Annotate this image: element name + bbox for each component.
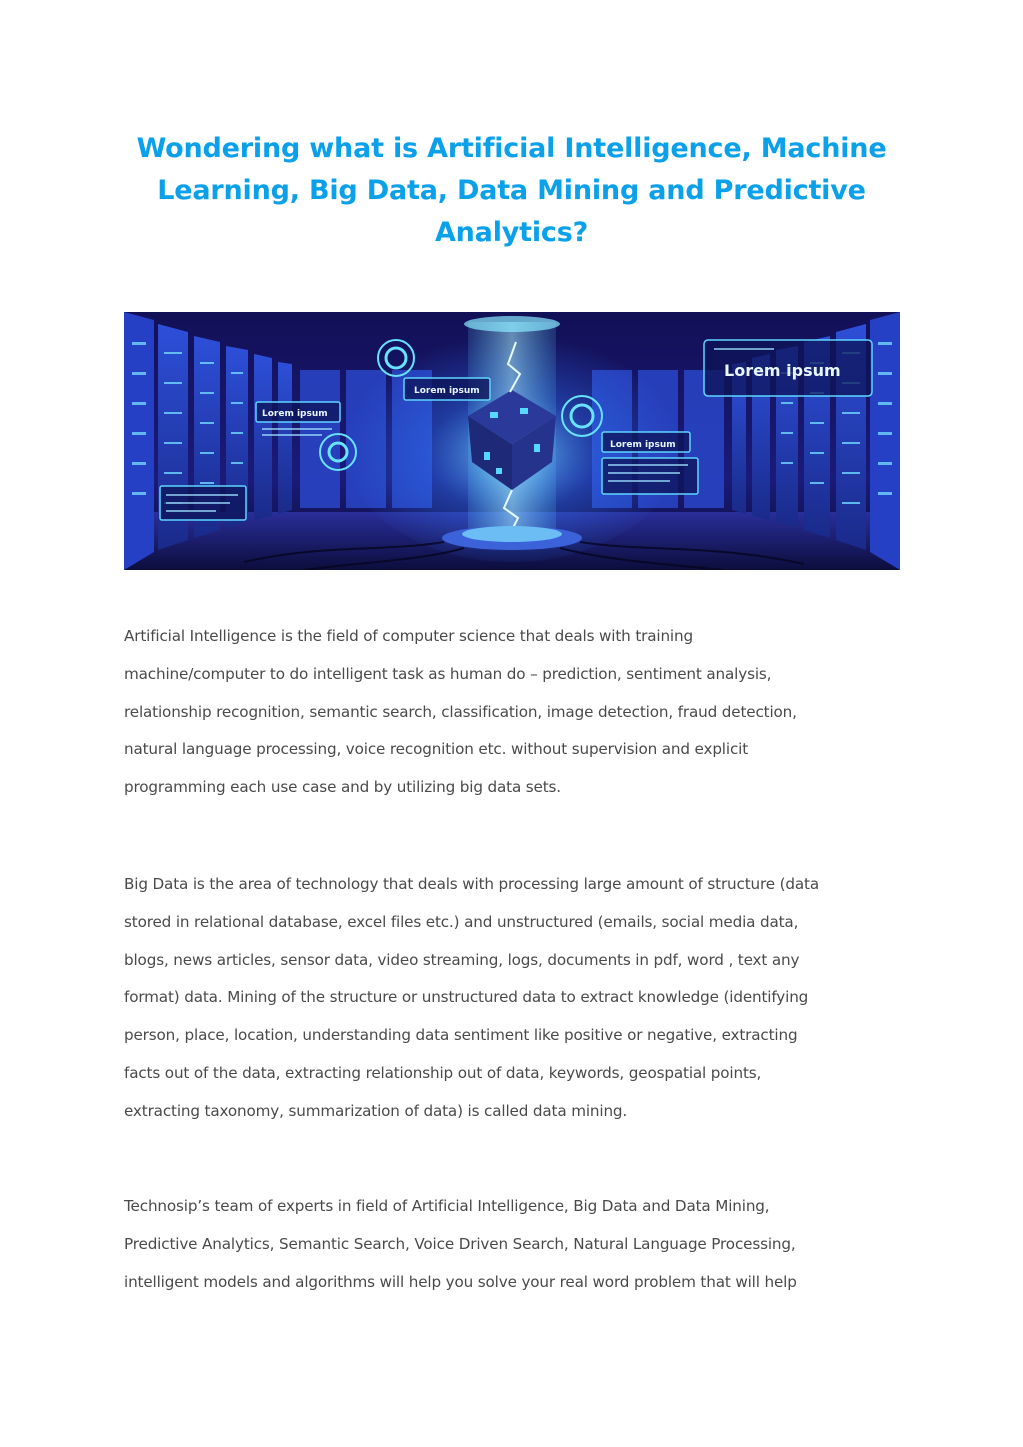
hero-image — [124, 312, 900, 570]
paragraph-artificial-intelligence — [124, 618, 914, 807]
paragraph-line: stored in relational database, excel files etc.) and unstructured (emails, social media data, — [124, 912, 799, 931]
paragraph-line: machine/computer to do intelligent task as human do – prediction, sentiment analysis, — [124, 664, 772, 683]
paragraph-line: relationship recognition, semantic search, classification, image detection, fraud detection, — [124, 702, 797, 721]
paragraph-line: Big Data is the area of technology that deals with processing large amount of structure (data — [124, 875, 820, 893]
paragraph-line: format) data. Mining of the structure or unstructured data to extract knowledge (identifying — [124, 988, 809, 1007]
hud-label-left: Lorem ipsum — [262, 409, 328, 419]
server-room-illustration — [124, 312, 900, 570]
paragraph-line: natural language processing, voice recognition etc. without supervision and explicit — [124, 740, 749, 759]
title-line: Wondering what is Artificial Intelligence, Machine — [136, 133, 887, 164]
hud-label-top-center: Lorem ipsum — [414, 386, 480, 396]
paragraph-big-data — [124, 866, 914, 1131]
page-title — [100, 128, 923, 254]
paragraph-line: blogs, news articles, sensor data, video streaming, logs, documents in pdf, word , text any — [124, 950, 800, 969]
paragraph-line: intelligent models and algorithms will help you solve your real word problem that will help — [124, 1272, 797, 1291]
hud-label-large: Lorem ipsum — [724, 361, 841, 380]
hud-label-right: Lorem ipsum — [610, 440, 676, 450]
title-line: Learning, Big Data, Data Mining and Predictive — [157, 175, 866, 206]
paragraph-line: Predictive Analytics, Semantic Search, Voice Driven Search, Natural Language Processing, — [124, 1234, 796, 1253]
paragraph-line: Technosip’s team of experts in field of Artificial Intelligence, Big Data and Data Mining, — [124, 1197, 770, 1215]
paragraph-line: person, place, location, understanding data sentiment like positive or negative, extracting — [124, 1026, 798, 1045]
paragraph-line: programming each use case and by utilizing big data sets. — [124, 778, 561, 797]
paragraph-technosip — [124, 1188, 914, 1301]
paragraph-line: facts out of the data, extracting relationship out of data, keywords, geospatial points, — [124, 1063, 762, 1082]
paragraph-line: extracting taxonomy, summarization of data) is called data mining. — [124, 1101, 628, 1120]
title-line: Analytics? — [434, 217, 589, 248]
paragraph-line: Artificial Intelligence is the field of computer science that deals with training — [124, 627, 693, 645]
